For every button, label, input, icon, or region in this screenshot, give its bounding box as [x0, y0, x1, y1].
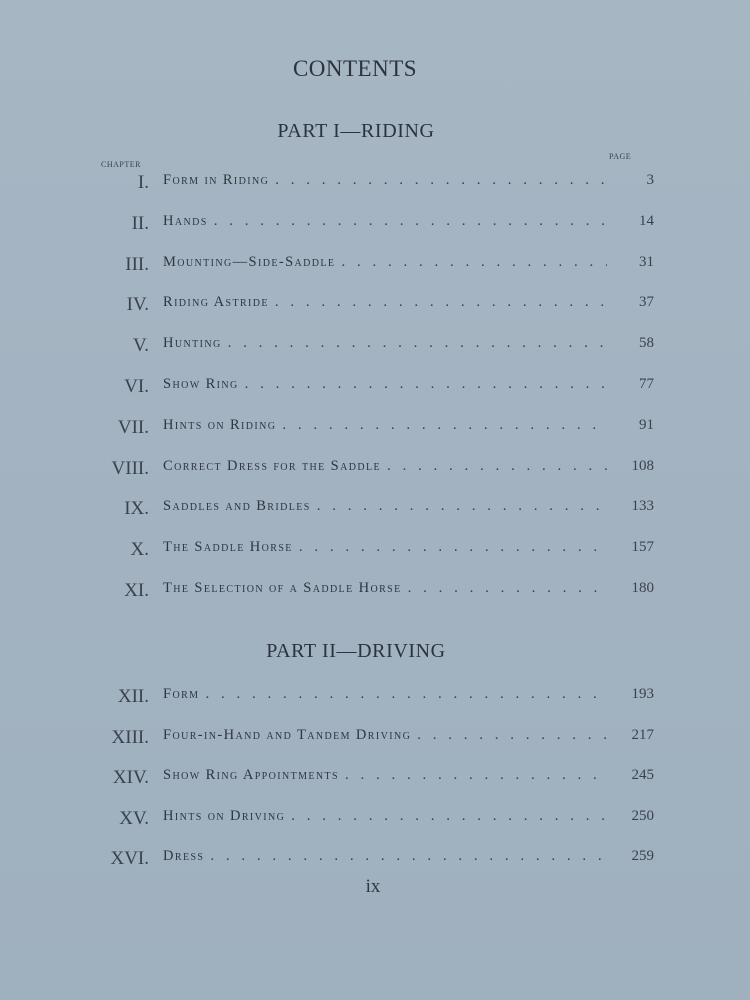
- chapter-page-number: 14: [639, 212, 654, 229]
- dot-leader: [417, 727, 607, 744]
- chapter-title-with-leader: [163, 727, 607, 744]
- chapter-title-with-leader: [163, 498, 607, 515]
- chapter-number: XIV.: [112, 767, 149, 788]
- chapter-number: I.: [137, 172, 149, 193]
- chapter-title: Riding Astride: [163, 294, 269, 311]
- dot-leader: [228, 335, 607, 352]
- chapter-title: Hands: [163, 212, 208, 229]
- chapter-title: Mounting—Side-Saddle: [163, 253, 336, 270]
- dot-leader: [245, 376, 607, 393]
- dot-leader: [341, 254, 607, 271]
- chapter-page-number: 259: [631, 848, 654, 864]
- toc-entry: [0, 417, 750, 447]
- page-title: CONTENTS: [292, 56, 418, 81]
- chapter-page-number: 3: [646, 172, 654, 188]
- chapter-title-with-leader: [163, 848, 607, 865]
- chapter-title-with-leader: [163, 458, 607, 475]
- chapter-title: Four-in-Hand and Tandem Driving: [163, 726, 412, 743]
- chapter-number: VII.: [117, 416, 149, 438]
- toc-entry: [0, 727, 750, 757]
- toc-entry: [0, 580, 750, 610]
- dot-leader: [282, 417, 607, 434]
- dot-leader: [205, 686, 607, 703]
- chapter-page-number: 77: [639, 376, 654, 392]
- chapter-title: Show Ring Appointments: [163, 767, 340, 783]
- chapter-page-number: 133: [631, 498, 654, 515]
- chapter-title-with-leader: [163, 539, 607, 556]
- toc-entry: [0, 376, 750, 406]
- dot-leader: [275, 172, 607, 189]
- chapter-number: XIII.: [111, 726, 149, 748]
- chapter-number: V.: [132, 335, 149, 357]
- chapter-number: IX.: [124, 498, 149, 520]
- chapter-number: III.: [125, 253, 149, 275]
- dot-leader: [345, 767, 607, 784]
- chapter-title: Dress: [163, 848, 205, 864]
- page-column-label: PAGE: [609, 152, 632, 161]
- chapter-page-number: 37: [639, 294, 654, 311]
- chapter-title: Correct Dress for the Saddle: [163, 457, 382, 474]
- chapter-title-with-leader: [163, 686, 607, 703]
- toc-entry: [0, 808, 750, 838]
- chapter-page-number: 91: [639, 416, 654, 433]
- chapter-title: Hints on Riding: [163, 416, 277, 433]
- chapter-number: XV.: [119, 807, 149, 829]
- chapter-number: II.: [131, 212, 149, 234]
- dot-leader: [387, 458, 607, 475]
- chapter-page-number: 217: [631, 726, 654, 743]
- dot-leader: [210, 848, 607, 865]
- toc-entry: [0, 767, 750, 797]
- toc-entry: [0, 254, 750, 284]
- chapter-number: XII.: [117, 686, 149, 707]
- dot-leader: [317, 498, 607, 515]
- toc-entry: [0, 294, 750, 324]
- dot-leader: [299, 539, 607, 556]
- chapter-number: IV.: [126, 294, 149, 316]
- chapter-page-number: 245: [631, 767, 654, 783]
- chapter-page-number: 31: [639, 253, 654, 270]
- part-1-heading: PART I—RIDING: [277, 120, 435, 142]
- chapter-column-label: CHAPTER: [101, 160, 141, 169]
- chapter-title: The Selection of a Saddle Horse: [163, 580, 402, 596]
- chapter-title: Hints on Driving: [163, 807, 286, 824]
- chapter-title: Form: [163, 686, 200, 702]
- chapter-title-with-leader: [163, 335, 607, 352]
- chapter-title-with-leader: [163, 213, 607, 230]
- chapter-title-with-leader: [163, 580, 607, 597]
- toc-entry: [0, 213, 750, 243]
- toc-entry: [0, 172, 750, 202]
- chapter-page-number: 193: [631, 686, 654, 702]
- chapter-number: XI.: [124, 580, 149, 601]
- chapter-title-with-leader: [163, 254, 607, 271]
- chapter-title: Hunting: [163, 335, 222, 352]
- chapter-title: Saddles and Bridles: [163, 498, 311, 515]
- chapter-title: Form in Riding: [163, 172, 270, 188]
- chapter-title-with-leader: [163, 808, 607, 825]
- toc-entry: [0, 686, 750, 716]
- chapter-page-number: 157: [631, 539, 654, 556]
- chapter-title: The Saddle Horse: [163, 539, 293, 556]
- chapter-number: X.: [130, 539, 149, 561]
- chapter-page-number: 108: [631, 457, 654, 474]
- chapter-title: Show Ring: [163, 376, 239, 392]
- dot-leader: [408, 580, 607, 597]
- chapter-title-with-leader: [163, 376, 607, 393]
- toc-entry: [0, 539, 750, 569]
- dot-leader: [275, 294, 607, 311]
- chapter-title-with-leader: [163, 417, 607, 434]
- chapter-number: XVI.: [110, 848, 149, 869]
- chapter-number: VIII.: [111, 457, 149, 479]
- page-number: ix: [365, 876, 381, 897]
- chapter-page-number: 58: [639, 335, 654, 352]
- chapter-title-with-leader: [163, 294, 607, 311]
- part-2-heading: PART II—DRIVING: [266, 640, 446, 662]
- toc-entry: [0, 458, 750, 488]
- dot-leader: [214, 213, 607, 230]
- toc-entry: [0, 848, 750, 878]
- toc-entry: [0, 498, 750, 528]
- chapter-page-number: 180: [631, 580, 654, 596]
- chapter-title-with-leader: [163, 172, 607, 189]
- toc-entry: [0, 335, 750, 365]
- dot-leader: [291, 808, 607, 825]
- chapter-title-with-leader: [163, 767, 607, 784]
- chapter-number: VI.: [124, 376, 149, 397]
- chapter-page-number: 250: [631, 807, 654, 824]
